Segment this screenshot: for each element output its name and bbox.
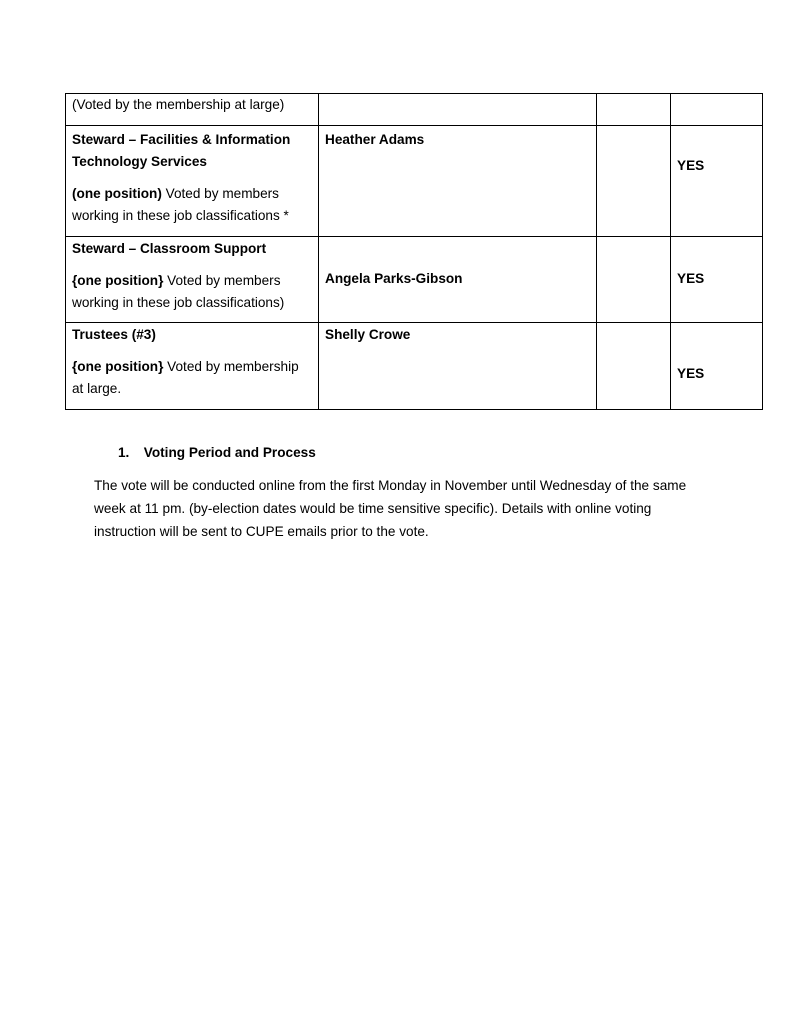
position-cell xyxy=(66,94,319,126)
acclaimed-status: YES xyxy=(677,157,705,173)
position-note: {one position} Voted by membership at large. xyxy=(72,359,299,396)
table-row xyxy=(66,94,763,126)
blank-cell xyxy=(597,126,671,237)
position-title: Trustees (#3) xyxy=(72,327,156,342)
position-cell xyxy=(66,237,319,323)
acclaimed-status: YES xyxy=(677,365,705,381)
section-title: Voting Period and Process xyxy=(143,445,316,460)
blank-cell xyxy=(597,94,671,126)
name-cell xyxy=(319,126,597,237)
vote-cell xyxy=(671,323,763,410)
position-note: (one position) Voted by members working in these job classifications * xyxy=(72,186,289,223)
position-cell xyxy=(66,126,319,237)
nominee-name: Shelly Crowe xyxy=(325,327,411,342)
section-number: 1. xyxy=(118,445,130,460)
name-cell xyxy=(319,237,597,323)
position-cell xyxy=(66,323,319,410)
name-cell xyxy=(319,94,597,126)
nominee-name: Angela Parks-Gibson xyxy=(325,271,463,286)
positions-table xyxy=(65,93,763,410)
position-note: (Voted by the membership at large) xyxy=(72,97,285,112)
vote-cell xyxy=(671,94,763,126)
name-cell xyxy=(319,323,597,410)
table-row xyxy=(66,237,763,323)
table-row xyxy=(66,323,763,410)
vote-cell xyxy=(671,126,763,237)
section-body: The vote will be conducted online from the first Monday in November until Wednesday of the same week at 11 pm. (by-election dates would be time sensitive specific). Details with online voting instruction will be sent to CUPE emails prior to the vote. xyxy=(94,478,687,539)
acclaimed-status: YES xyxy=(677,271,705,286)
blank-cell xyxy=(597,323,671,410)
blank-cell xyxy=(597,237,671,323)
table-row xyxy=(66,126,763,237)
position-title: Steward – Facilities & Information Technology Services xyxy=(72,132,291,169)
nominee-name: Heather Adams xyxy=(325,132,425,147)
position-title: Steward – Classroom Support xyxy=(72,241,267,256)
vote-cell xyxy=(671,237,763,323)
position-note: {one position} Voted by members working in these job classifications) xyxy=(72,273,285,310)
section-heading xyxy=(118,442,316,464)
